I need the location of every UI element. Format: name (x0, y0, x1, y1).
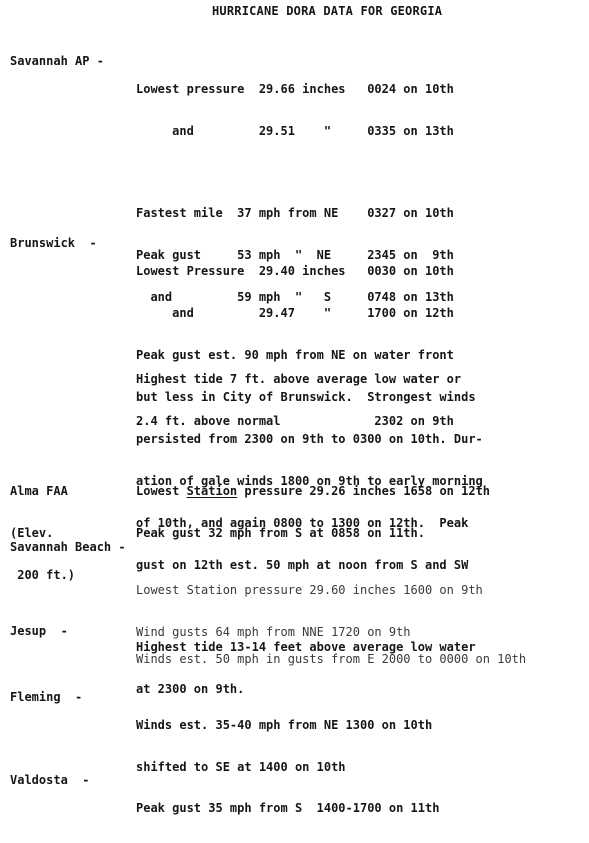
detail-line: Highest tide 13-14 feet above average low water (136, 640, 476, 654)
station-details (136, 456, 490, 568)
document-title: HURRICANE DORA DATA FOR GEORGIA (212, 4, 443, 18)
station-name-line: Alma FAA (10, 484, 68, 498)
detail-line: Peak gust est. 90 mph from NE on water front (136, 348, 454, 362)
detail-line: and 29.47 " 1700 on 12th (136, 306, 454, 320)
station-elevation-line: 200 ft.) (10, 568, 76, 582)
detail-line: Lowest Pressure 29.40 inches 0030 on 10th (136, 264, 454, 278)
detail-line: persisted from 2300 on 9th to 0300 on 10th. Dur- (136, 432, 483, 446)
detail-line: Highest tide 7 ft. above average low water or (136, 372, 462, 386)
detail-line: but less in City of Brunswick. Strongest winds (136, 390, 476, 404)
station-name: Savannah Beach - (10, 540, 126, 554)
station-details (136, 773, 439, 843)
detail-line: 2.4 ft. above normal 2302 on 9th (136, 414, 454, 428)
detail-line: shifted to SE at 1400 on 10th (136, 760, 346, 774)
detail-text: pressure 29.26 inches 1658 on 12th (237, 484, 491, 498)
station-details (136, 624, 526, 694)
detail-line: and 59 mph " S 0748 on 13th (136, 290, 454, 304)
detail-text: Lowest (136, 484, 187, 498)
detail-line: gust on 12th est. 50 mph at noon from S and SW (136, 558, 469, 572)
detail-line: Winds est. 50 mph in gusts from E 2000 to 0000 on 10th (136, 652, 527, 666)
detail-line: at 2300 on 9th. (136, 682, 245, 696)
detail-line (136, 484, 490, 498)
station-elevation-line: (Elev. (10, 526, 54, 540)
detail-line: and 29.51 " 0335 on 13th (136, 124, 454, 138)
station-name: Savannah AP - (10, 54, 104, 68)
station-name (10, 456, 75, 610)
underlined-word: Station (186, 484, 238, 498)
detail-line: Lowest Station pressure 29.60 inches 1600 on 9th (136, 583, 483, 597)
detail-line: Peak gust 32 mph from S at 0858 on 11th. (136, 526, 425, 540)
detail-line: Peak gust 35 mph from S 1400-1700 on 11th (136, 801, 440, 815)
detail-line: Fastest mile 37 mph from NE 0327 on 10th (136, 206, 454, 220)
station-name: Fleming - (10, 690, 83, 704)
detail-line: ation of gale winds 1800 on 9th to early morning (136, 474, 483, 488)
station-name: Brunswick - (10, 236, 97, 250)
station-name: Valdosta - (10, 773, 90, 787)
station-name: Jesup - (10, 624, 68, 638)
detail-line: Lowest pressure 29.66 inches 0024 on 10th (136, 82, 454, 96)
detail-line: Peak gust 53 mph " NE 2345 on 9th (136, 248, 454, 262)
detail-line: Winds est. 35-40 mph from NE 1300 on 10th (136, 718, 433, 732)
detail-line: Wind gusts 64 mph from NNE 1720 on 9th (136, 625, 411, 639)
detail-line: of 10th, and again 0800 to 1300 on 12th. Peak (136, 516, 469, 530)
